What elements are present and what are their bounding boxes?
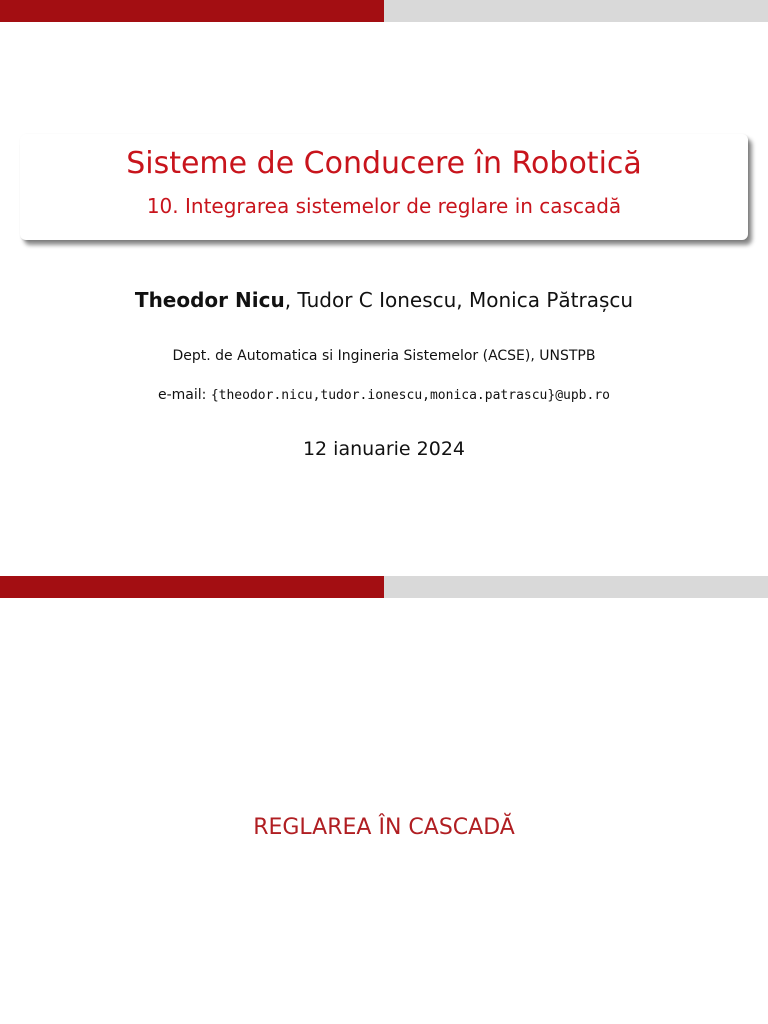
title-box xyxy=(20,134,748,240)
header-bar-muted xyxy=(384,576,768,598)
presentation-date: 12 ianuarie 2024 xyxy=(302,438,466,460)
presentation-subtitle: 10. Integrarea sistemelor de reglare in cascadă xyxy=(146,194,622,218)
email-prefix: e-mail: xyxy=(158,387,211,403)
presentation-title: Sisteme de Conducere în Robotică xyxy=(126,146,642,181)
header-bar xyxy=(0,576,768,598)
section-slide xyxy=(0,576,768,1024)
section-title: REGLAREA ÎN CASCADĂ xyxy=(253,815,515,840)
header-bar-muted xyxy=(384,0,768,22)
header-bar-accent xyxy=(0,0,384,22)
affiliation: Dept. de Automatica si Ingineria Sistemelor (ACSE), UNSTPB xyxy=(172,348,596,364)
email-line xyxy=(0,385,768,406)
header-bar xyxy=(0,0,768,22)
author-list xyxy=(0,285,768,315)
email-address: {theodor.nicu,tudor.ionescu,monica.patrascu}@upb.ro xyxy=(210,388,610,403)
header-bar-accent xyxy=(0,576,384,598)
primary-author: Theodor Nicu xyxy=(134,288,285,312)
co-authors: , Tudor C Ionescu, Monica Pătrașcu xyxy=(284,288,634,312)
